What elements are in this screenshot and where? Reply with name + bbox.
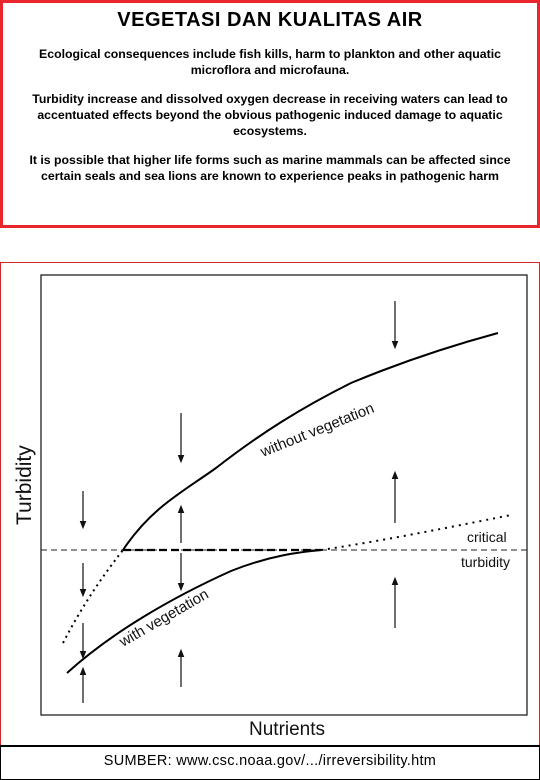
source-text: SUMBER: www.csc.noaa.gov/.../irreversibility.htm — [103, 753, 437, 769]
paragraph-higher-life-forms: It is possible that higher life forms such as marine mammals can be affected since certain seals and sea lions are known to experience peaks in pathogenic harm — [29, 153, 511, 183]
x-axis-label: Nutrients — [249, 719, 326, 740]
paragraph-turbidity-increase: Turbidity increase and dissolved oxygen decrease in receiving waters can lead to accentuated effects beyond the obvious pathogenic induced damage to aquatic ecosystems. — [32, 92, 508, 138]
curve-without-vegetation-unstable — [63, 550, 123, 643]
panel-title: VEGETASI DAN KUALITAS AIR — [117, 9, 423, 31]
turbidity-nutrients-diagram — [1, 263, 540, 746]
diagram-frame — [0, 262, 540, 746]
y-axis-label: Turbidity — [13, 445, 36, 525]
label-without-vegetation: without vegetation — [258, 399, 377, 461]
plot-area — [41, 275, 527, 715]
source-citation — [0, 745, 540, 780]
label-critical: critical — [467, 529, 507, 545]
info-panel — [0, 0, 540, 228]
paragraph-ecological-consequences: Ecological consequences include fish kills, harm to plankton and other aquatic microflora and microfauna. — [39, 47, 501, 77]
curve-with-vegetation — [67, 550, 321, 673]
label-turbidity: turbidity — [461, 554, 511, 570]
label-with-vegetation: with vegetation — [116, 585, 212, 651]
